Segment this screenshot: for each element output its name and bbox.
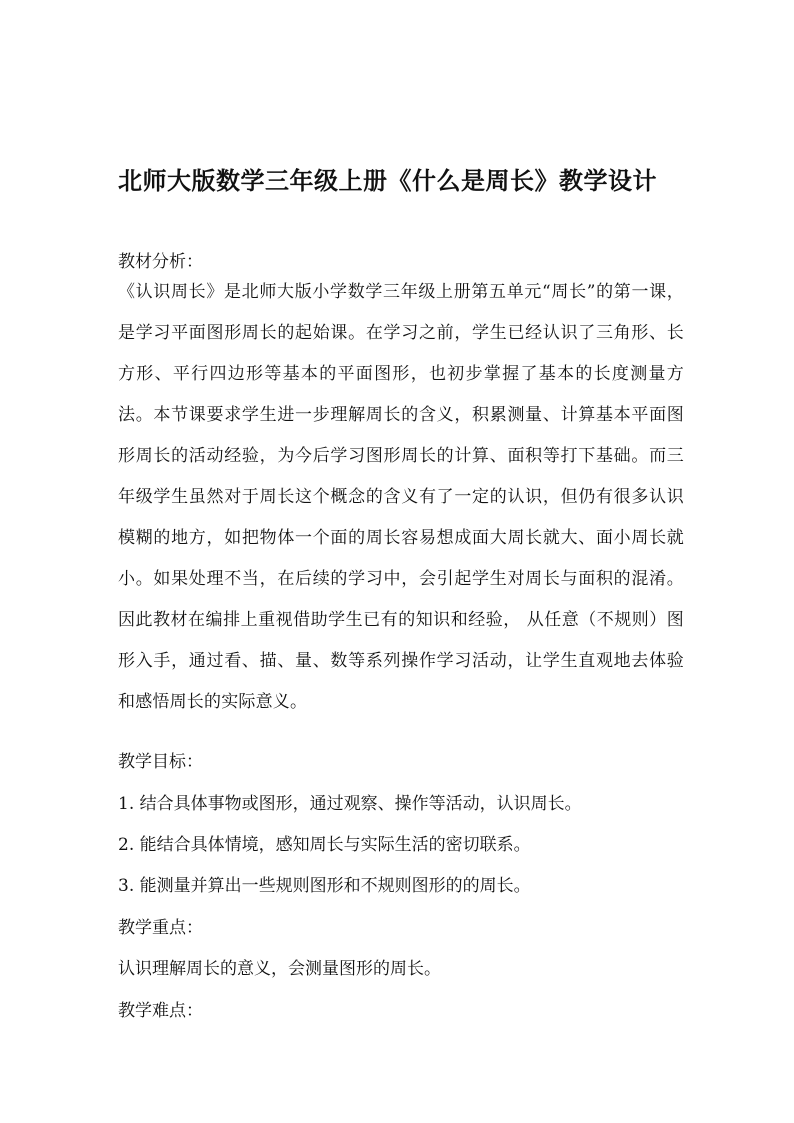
document-title: 北师大版数学三年级上册《什么是周长》教学设计 [118,166,657,195]
teaching-goal-item: 3. 能测量并算出一些规则图形和不规则图形的的周长。 [118,876,531,896]
section-heading-material-analysis: 教材分析： [118,252,203,272]
section-heading-difficulties: 教学难点： [118,1001,203,1021]
teaching-goal-item: 2. 能结合具体情境，感知周长与实际生活的密切联系。 [118,835,531,855]
section-heading-teaching-goals: 教学目标： [118,752,203,772]
teaching-goal-item: 1. 结合具体事物或图形，通过观察、操作等活动，认识周长。 [118,794,582,814]
material-analysis-paragraph: 《认识周长》是北师大版小学数学三年级上册第五单元“周长”的第一课，是学习平面图形周长的起始课。在学习之前，学生已经认识了三角形、长方形、平行四边形等基本的平面图形，也初步掌握了基本的长度测量方法。本节课要求学生进一步理解周长的含义，积累测量、计算基本平面图形周长的活动经验，为今后学习图形周长的计算、面积等打下基础。而三年级学生虽然对于周长这个概念的含义有了一定的认识，但仍有很多认识模糊的地方，如把物体一个面的周长容易想成面大周长就大、面小周长就小。如果处理不当，在后续的学习中，会引起学生对周长与面积的混淆。因此教材在编排上重视借助学生已有的知识和经验， 从任意（不规则）图形入手，通过看、描、量、数等系列操作学习活动，让学生直观地去体验和感悟周长的实际意义。 [118,282,684,712]
section-heading-key-points: 教学重点： [118,918,203,938]
key-points-text: 认识理解周长的意义，会测量图形的周长。 [118,959,441,979]
